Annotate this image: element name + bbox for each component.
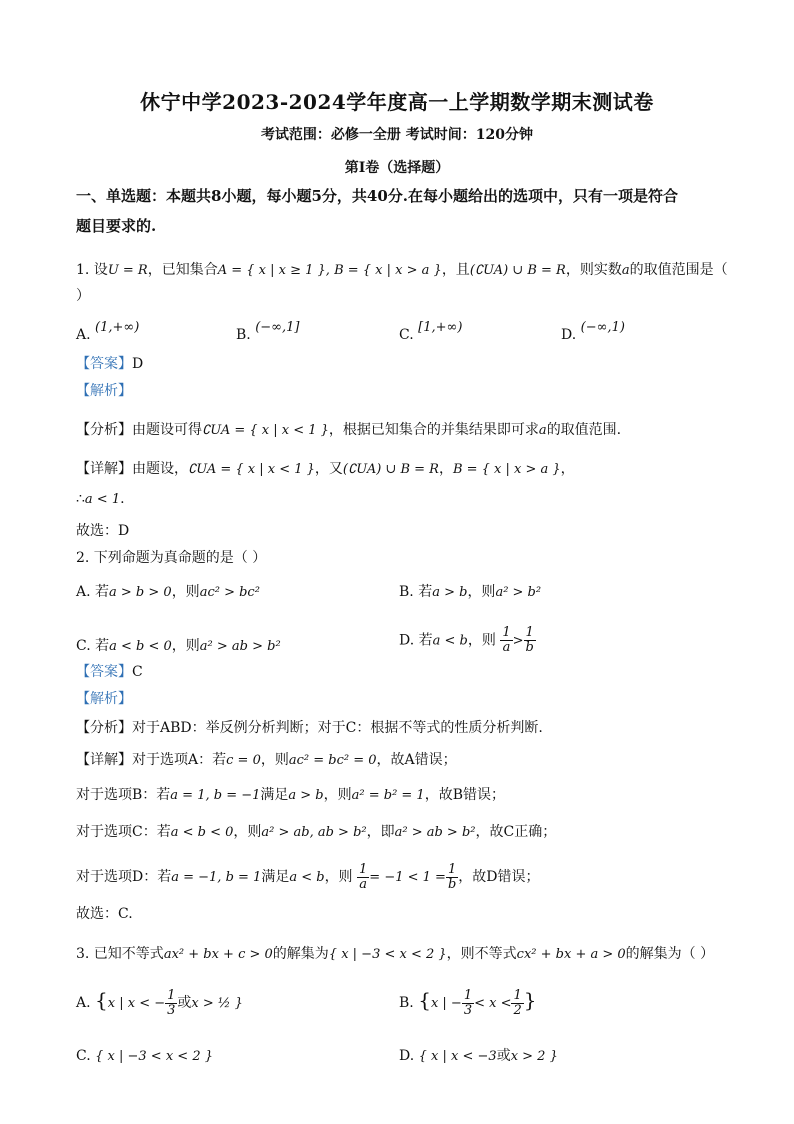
q2-detail-b <box>76 785 505 806</box>
answer-tag: 【答案】 <box>76 356 132 372</box>
option-value: [1,+∞) <box>418 320 463 335</box>
detail-text: ，则 <box>233 824 262 840</box>
option-text: A. 若 <box>76 584 110 600</box>
detail-text: ，则 <box>260 752 289 768</box>
fraction-1-over-b <box>524 626 536 655</box>
detail-text: ，则 <box>324 869 353 885</box>
fraction-denominator: a <box>359 876 368 892</box>
q1-detail <box>76 459 575 480</box>
detail-math: a = −1, b = 1 <box>171 870 262 885</box>
q1-stem-text: 1. 设 <box>76 262 108 278</box>
analysis-text: 对于ABD：举反例分析判断；对于C：根据不等式的性质分析判断. <box>132 720 543 736</box>
q1-math-a: a <box>621 263 630 278</box>
q2-analysis <box>76 718 543 738</box>
detail-math: a² > ab, ab > b² <box>261 825 367 840</box>
detail-math: (∁UA) ∪ B = R <box>342 462 439 477</box>
analysis-text: 由题设可得 <box>132 422 202 438</box>
detail-text: ，故A错误； <box>376 752 457 768</box>
q2-detail-a <box>76 750 457 771</box>
option-label: B. <box>236 327 251 343</box>
q1-stem-text: ，则实数 <box>565 262 622 278</box>
q2-detail-c <box>76 822 556 843</box>
option-text: ，则 <box>467 632 496 649</box>
page-title: 休宁中学2023-2024学年度高一上学期数学期末测试卷 <box>140 90 654 114</box>
option-label: D. <box>561 327 577 343</box>
option-math: < x < <box>474 996 512 1011</box>
answer-value: D <box>132 356 144 372</box>
detail-text: 由题设， <box>132 461 188 477</box>
therefore-end: . <box>120 491 125 507</box>
q3-option-b <box>399 982 537 1022</box>
q1-stem <box>76 260 728 281</box>
q2-option-d <box>399 626 536 655</box>
q1-option-d <box>561 320 625 346</box>
fraction-denominator: a <box>502 640 511 655</box>
q3-option-a <box>76 982 243 1022</box>
fraction-numerator: 1 <box>167 987 176 1003</box>
q1-analysis <box>76 420 621 441</box>
fraction-numerator: 1 <box>446 863 458 878</box>
detail-math: a² > ab > b² <box>394 825 476 840</box>
q1-therefore <box>76 489 125 510</box>
section-heading-line2: 题目要求的. <box>76 217 157 235</box>
option-value: (−∞,1) <box>580 320 625 335</box>
detail-text: ， <box>560 461 575 477</box>
fraction-1-over-3 <box>462 989 474 1018</box>
detail-text: ，则 <box>323 787 352 803</box>
fraction-denominator: 3 <box>463 1002 473 1018</box>
q2-answer <box>76 662 143 682</box>
option-math: a² > b² <box>495 585 542 600</box>
detail-text: 对于选项A：若 <box>132 752 227 768</box>
gt-sign: > <box>512 633 524 649</box>
q1-math-u: U = R <box>107 263 148 278</box>
detail-math: a < b < 0 <box>170 825 234 840</box>
option-math: a > b > 0 <box>109 585 172 600</box>
or-text: 或 <box>496 1048 511 1064</box>
option-value: (1,+∞) <box>95 320 140 335</box>
q3-option-c <box>76 1046 213 1067</box>
q1-math-union: (∁UA) ∪ B = R <box>469 263 566 278</box>
fraction-numerator: 1 <box>359 861 368 877</box>
analysis-tag: 【分析】 <box>76 422 132 438</box>
option-label: C. <box>399 327 414 343</box>
option-math: { x | −3 < x < 2 } <box>95 1049 213 1064</box>
q2-jiexi-tag: 【解析】 <box>76 691 132 707</box>
detail-text: ，即 <box>366 824 395 840</box>
detail-text: 对于选项C：若 <box>76 824 171 840</box>
detail-text: ，又 <box>314 461 343 477</box>
option-text: C. 若 <box>76 638 110 654</box>
fraction-1-over-b <box>446 863 458 892</box>
detail-tag: 【详解】 <box>76 461 132 477</box>
q1-option-b <box>236 320 300 346</box>
detail-text: ，故C正确； <box>475 824 557 840</box>
detail-text: ，故B错误； <box>424 787 506 803</box>
exam-scope: 考试范围：必修一全册 考试时间：120分钟 <box>260 127 534 143</box>
fraction-1-over-2 <box>511 989 523 1018</box>
q1-stem-text: 的取值范围是（ <box>629 262 728 278</box>
q3-stem-text: ，则不等式 <box>446 946 517 962</box>
option-math: x > 2 } <box>510 1049 558 1064</box>
option-label: A. <box>76 995 91 1011</box>
analysis-math: a <box>538 423 547 438</box>
q2-option-b <box>399 582 541 603</box>
detail-text: ， <box>438 461 453 477</box>
detail-text: 对于选项D：若 <box>76 869 172 885</box>
option-math: x > ½ } <box>191 996 243 1011</box>
detail-math: a = 1, b = −1 <box>170 788 261 803</box>
therefore-math: a < 1 <box>84 492 121 507</box>
fraction-numerator: 1 <box>524 626 536 641</box>
q1-stem-close: ） <box>76 288 90 304</box>
fraction-numerator: 1 <box>463 987 473 1003</box>
q1-jiexi-tag: 【解析】 <box>76 383 132 399</box>
detail-text: 满足 <box>261 869 290 885</box>
or-text: 或 <box>177 995 192 1011</box>
option-label: A. <box>76 327 91 343</box>
option-text: B. 若 <box>399 584 433 600</box>
q3-stem-math: { x | −3 < x < 2 } <box>328 947 447 962</box>
option-math: ac² > bc² <box>199 585 260 600</box>
q2-detail-d <box>76 860 540 895</box>
option-text: ，则 <box>171 638 200 654</box>
analysis-tag: 【分析】 <box>76 720 132 736</box>
option-math: a > b <box>432 585 468 600</box>
fraction-numerator: 1 <box>502 625 511 640</box>
q1-choose: 故选：D <box>76 523 130 539</box>
left-brace: { <box>418 988 431 1012</box>
q1-stem-text: ，且 <box>441 262 470 278</box>
option-text: ，则 <box>171 584 200 600</box>
q1-option-c <box>399 320 463 346</box>
option-math: a < b <box>432 633 468 649</box>
q2-stem: 2. 下列命题为真命题的是（ ） <box>76 550 267 566</box>
fraction-1-over-3 <box>165 989 177 1018</box>
analysis-math: ∁UA = { x | x < 1 } <box>202 423 329 438</box>
fraction-denominator: 2 <box>513 1002 522 1018</box>
section-heading-line1: 一、单选题：本题共8小题，每小题5分，共40分.在每小题给出的选项中，只有一项是符合 <box>76 187 678 205</box>
fraction-numerator: 1 <box>513 987 522 1003</box>
q1-stem-text: ，已知集合 <box>147 262 218 278</box>
detail-math: a² = b² = 1 <box>351 788 425 803</box>
detail-text: ，故D错误； <box>458 869 540 885</box>
answer-tag: 【答案】 <box>76 664 132 680</box>
option-value: (−∞,1] <box>255 320 300 335</box>
q3-stem-text: 的解集为（ ） <box>625 946 715 962</box>
option-text: ，则 <box>467 584 496 600</box>
q1-math-sets: A = { x | x ≥ 1 }, B = { x | x > a } <box>217 263 442 278</box>
fraction-denominator: 3 <box>167 1002 176 1018</box>
detail-math: a > b <box>288 788 324 803</box>
q1-answer <box>76 354 143 374</box>
fraction-1-over-a <box>357 863 369 892</box>
q2-option-a <box>76 582 260 603</box>
q3-stem <box>76 944 714 965</box>
detail-math: c = 0 <box>226 753 261 768</box>
q2-choose: 故选：C. <box>76 906 133 922</box>
right-brace: } <box>523 988 537 1012</box>
part-heading: 第I卷（选择题） <box>344 160 450 176</box>
q3-stem-math: cx² + bx + a > 0 <box>516 947 626 962</box>
analysis-text: ，根据已知集合的并集结果即可求 <box>328 422 539 438</box>
detail-math: = −1 < 1 = <box>369 870 446 885</box>
option-math: x | x < − <box>107 996 166 1011</box>
therefore-symbol: ∴ <box>76 491 85 507</box>
analysis-text: 的取值范围. <box>546 422 622 438</box>
detail-text: 满足 <box>260 787 289 803</box>
fraction-1-over-a <box>500 626 512 655</box>
q1-option-a <box>76 320 140 346</box>
q2-option-c <box>76 636 281 657</box>
detail-tag: 【详解】 <box>76 752 132 768</box>
option-math: a² > ab > b² <box>199 639 281 654</box>
detail-math: B = { x | x > a } <box>452 462 561 477</box>
q3-option-d <box>399 1046 558 1067</box>
detail-text: 对于选项B：若 <box>76 787 171 803</box>
left-brace: { <box>95 988 108 1012</box>
option-math: a < b < 0 <box>109 639 172 654</box>
q3-stem-text: 3. 已知不等式 <box>76 946 164 962</box>
detail-math: ∁UA = { x | x < 1 } <box>188 462 315 477</box>
option-text: D. 若 <box>399 632 433 649</box>
fraction-denominator: b <box>447 876 457 892</box>
detail-math: a < b <box>289 870 325 885</box>
option-math: { x | x < −3 <box>418 1049 497 1064</box>
answer-value: C <box>132 664 143 680</box>
fraction-denominator: b <box>525 640 534 655</box>
option-label: B. <box>399 995 414 1011</box>
detail-math: ac² = bc² = 0 <box>288 753 377 768</box>
option-label: C. <box>76 1048 91 1064</box>
option-label: D. <box>399 1048 415 1064</box>
option-math: x | − <box>430 996 462 1011</box>
q3-stem-text: 的解集为 <box>272 946 329 962</box>
q3-stem-math: ax² + bx + c > 0 <box>163 947 273 962</box>
